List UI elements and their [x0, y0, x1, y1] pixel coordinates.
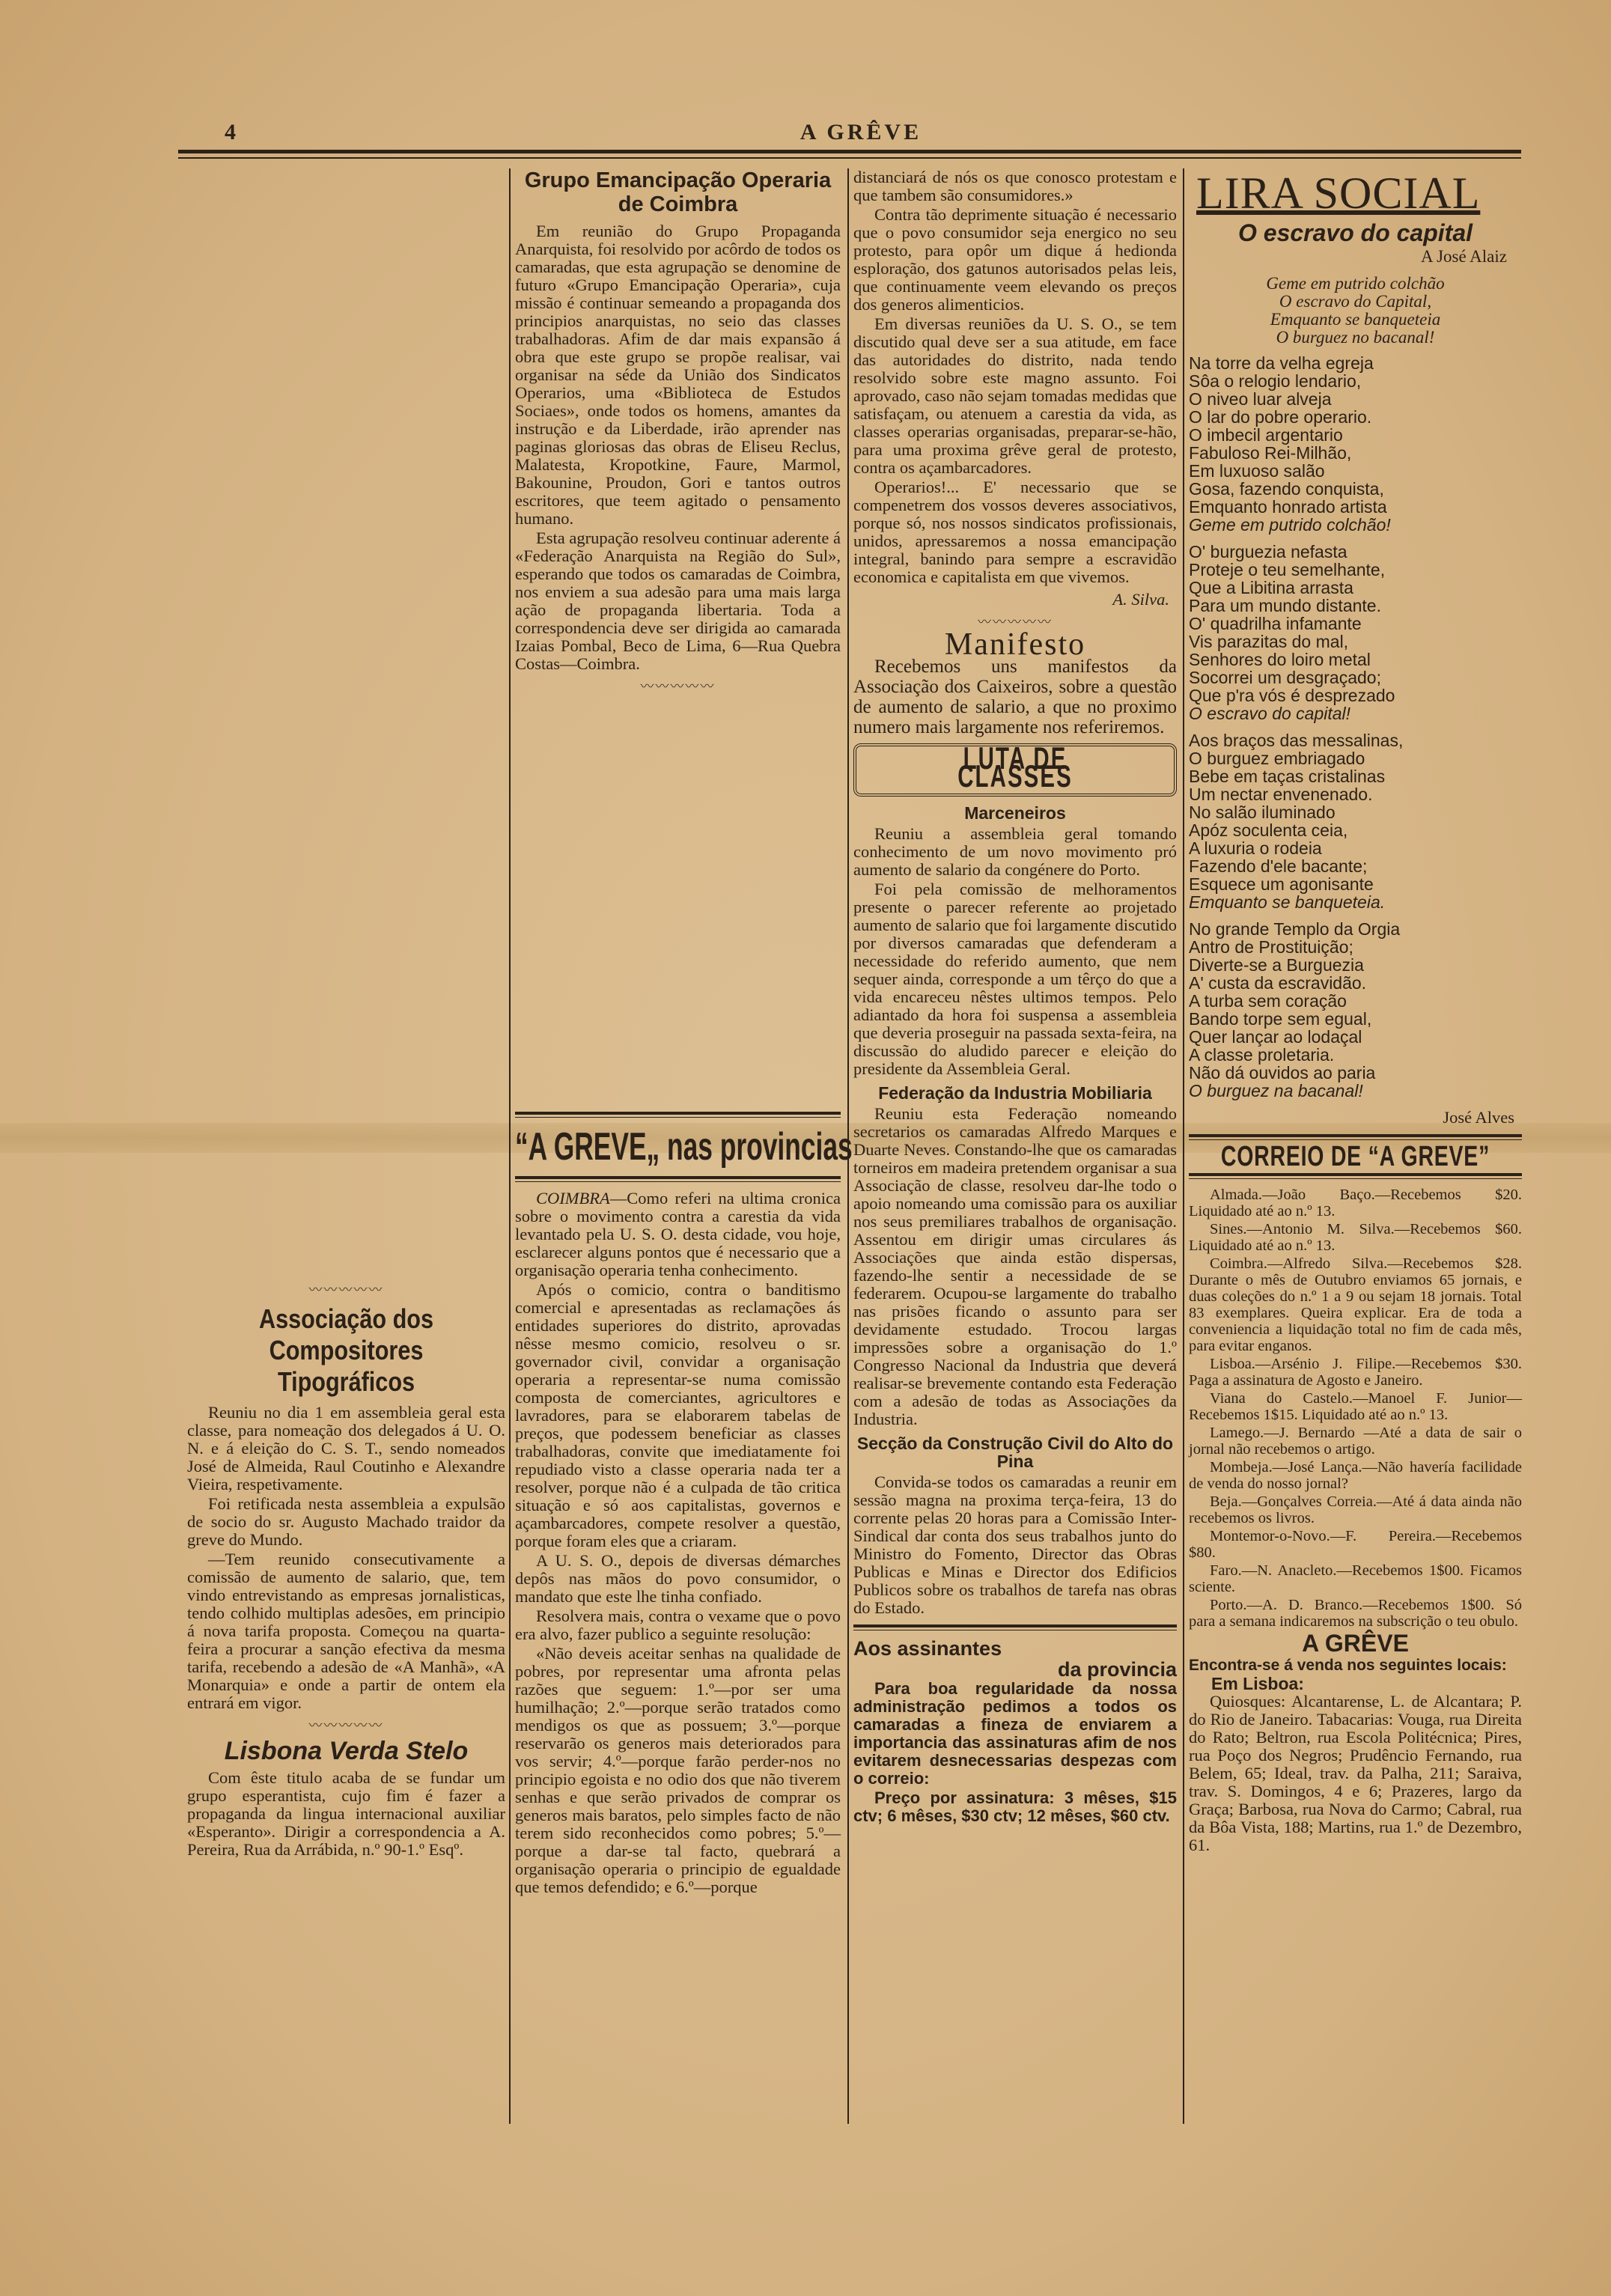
verse: Senhores do loiro metal	[1189, 650, 1371, 669]
correio-entry: Porto.—A. D. Branco.—Recebemos 1$00. Só para a semana indicaremos na subscrição o teu obulo.	[1189, 1597, 1522, 1630]
verse: Emquanto honrado artista	[1189, 497, 1387, 517]
verse: Esquece um agonisante	[1189, 874, 1374, 894]
verse: A turba sem coração	[1189, 991, 1347, 1011]
verse: Diverte-se a Burguezia	[1189, 955, 1364, 975]
paragraph: Esta agrupação resolveu continuar aderente á «Federação Anarquista na Região do Sul», esperando que todos os camaradas de Coimbra, nos enviem a sua adesão para uma mais larga ação de propaganda libertaria. Toda a correspondencia deve ser dirigida ao camarada Izaias Pombal, Beco de Lima, 6—Rua Quebra Costas—Coimbra.	[515, 529, 841, 673]
verse: Antro de Prostituição;	[1189, 937, 1353, 957]
prices: Preço por assinatura: 3 mêses, $15 ctv; 6 mêses, $30 ctv; 12 mêses, $60 ctv.	[853, 1788, 1177, 1825]
article-title: Lisbona Verda Stelo	[224, 1737, 469, 1765]
correio-entry: Montemor-o-Novo.—F. Pereira.—Recebemos $80.	[1189, 1528, 1522, 1561]
verse: O burguez no bacanal!	[1276, 328, 1435, 347]
correio-entry: Coimbra.—Alfredo Silva.—Recebemos $28. Durante o mês de Outubro enviamos 65 jornais, e duas coleções do n.º 1 a 9 ou sejam 18 jornais. Total 83 exemplares. Queira explicar. Era de toda a conveniencia a liquidação total no fim de cada mês, para evitar enganos.	[1189, 1255, 1522, 1354]
paragraph: Recebemos uns manifestos da Associação dos Caixeiros, sobre a questão de aumento de salario, a que no proximo numero mais largamente nos referiremos.	[853, 657, 1177, 737]
verse: Geme em putrido colchão!	[1189, 515, 1391, 535]
verse: A luxuria o rodeia	[1189, 838, 1322, 858]
paragraph: Resolvera mais, contra o vexame que o povo era alvo, fazer publico a seguinte resolução:	[515, 1607, 841, 1643]
blank-space	[187, 168, 505, 1276]
article-title: Secção da Construção Civil do Alto do Pina	[856, 1434, 1174, 1471]
paragraph: Reuniu no dia 1 em assembleia geral esta classe, para nomeação dos delegados á U. O. N. e á eleição do C. S. T., sendo nomeados José de Almeida, Raul Coutinho e Alexandre Vieira, respetivamente.	[187, 1403, 505, 1493]
stanza	[1189, 920, 1522, 1100]
verse: Aos braços das messalinas,	[1189, 731, 1404, 750]
verse: O' quadrilha infamante	[1189, 614, 1362, 633]
paragraph: «Não deveis aceitar senhas na qualidade de pobres, por representar uma afronta pelas razões que seguem: 1.º—por ser uma humilhação; 2.º—porque serão tratados como mendigos os que as possuem; 3.º—porque reservarão os generos mais deteriorados para vos servir; 4.º—porque farão perder-nos no principio egoista e no odio dos que não tiverem senhas e que serão privados de comprar os generos mais baratos, pelo simples facto de não terem sido reconhecidos como pobres; 5.º—porque a dar-se tal facto, quebrará a organisação operaria o principio de egualdade que temos defendido; e 6.º—porque	[515, 1644, 841, 1896]
section-title: LIRA SOCIAL	[1196, 168, 1481, 218]
verse: Apóz soculenta ceia,	[1189, 820, 1348, 840]
article-title: Aos assinantes	[853, 1637, 1002, 1660]
section-title: “A GREVE„ nas provincias	[515, 1125, 853, 1169]
verse: A' custa da escravidão.	[1189, 973, 1367, 993]
stanza	[1189, 731, 1522, 911]
verse: Emquanto se banqueteia.	[1189, 892, 1386, 912]
verse: Na torre da velha egreja	[1189, 353, 1374, 373]
paragraph: Reuniu a assembleia geral tomando conhecimento de um novo movimento pró aumento de salario da congénere do Porto.	[853, 824, 1177, 879]
verse: Em luxuoso salão	[1189, 461, 1325, 481]
city-heading: Em Lisboa:	[1211, 1674, 1304, 1693]
column-divider	[1183, 168, 1184, 2124]
correio-entry: Almada.—João Baço.—Recebemos $20. Liquidado até ao n.º 13.	[1189, 1187, 1522, 1219]
column-4	[1189, 168, 1522, 1856]
section-rule	[515, 1112, 841, 1118]
article-title: Federação da Industria Mobiliaria	[878, 1083, 1152, 1103]
newspaper-title: A GRÊVE	[800, 120, 922, 144]
verse: Fabuloso Rei-Milhão,	[1189, 443, 1352, 463]
column-1	[187, 168, 505, 1860]
section-rule	[1189, 1134, 1522, 1140]
verse: O' burguezia nefasta	[1189, 542, 1347, 561]
paragraph: A U. S. O., depois de diversas démarches depôs nas mãos do povo consumidor, o mandato que este lhe tinha confiado.	[515, 1551, 841, 1606]
section-subtitle: Encontra-se á venda nos seguintes locais:	[1189, 1657, 1507, 1674]
verse: Quer lançar ao lodaçal	[1189, 1027, 1362, 1047]
article-title: Marceneiros	[964, 803, 1066, 823]
paragraph	[515, 1190, 841, 1279]
ornament: 〰〰〰〰〰	[308, 1718, 384, 1733]
verse: Vis parazitas do mal,	[1189, 632, 1349, 651]
section-rule	[515, 1176, 841, 1182]
verse: O imbecil argentario	[1189, 425, 1343, 445]
verse: Gosa, fazendo conquista,	[1189, 479, 1384, 499]
column-divider	[509, 168, 511, 2124]
verse: No grande Templo da Orgia	[1189, 919, 1401, 939]
city-name: COIMBRA	[536, 1189, 610, 1208]
article-title: Manifesto	[944, 627, 1086, 662]
poem-signature: José Alves	[1443, 1108, 1514, 1127]
correio-entry: Beja.—Gonçalves Correia.—Até á data ainda não recebemos os livros.	[1189, 1493, 1522, 1526]
verse: O escravo do Capital,	[1279, 292, 1432, 311]
paragraph: Convida-se todos os camaradas a reunir em sessão magna na proxima terça-feira, 13 do corrente pelas 20 horas para a Comissão Inter-Sindical dar conta dos seus trabalhos junto do Ministro do Fomento, Director das Obras Publicas e Minas e Director dos Edificios Publicos sobre os trabalhos de tarefa nas obras do Estado.	[853, 1473, 1177, 1617]
verse: Bebe em taças cristalinas	[1189, 767, 1386, 786]
ornament: 〰〰〰〰〰	[308, 1282, 384, 1297]
header-rule	[178, 150, 1521, 153]
verse: Um nectar envenenado.	[1189, 785, 1373, 804]
correio-entry: Lamego.—J. Bernardo —Até a data de sair o jornal não recebemos o artigo.	[1189, 1425, 1522, 1458]
poem-dedication: A José Alaiz	[1421, 247, 1507, 266]
verse: Que p'ra vós é desprezado	[1189, 686, 1395, 705]
verse: O burguez na bacanal!	[1189, 1081, 1363, 1100]
section-title: CORREIO DE “A GREVE”	[1220, 1141, 1490, 1172]
verse: Emquanto se banqueteia	[1270, 310, 1441, 329]
paragraph: distanciará de nós os que conosco protestam e que tambem são consumidores.»	[853, 168, 1177, 204]
paragraph: Com êste titulo acaba de se fundar um grupo esperantista, cujo fim é fazer a propaganda da lingua internacional auxiliar «Esperanto». Dirigir a correspondencia a A. Pereira, Rua da Arrábida, n.º 90-1.º Esqº.	[187, 1768, 505, 1859]
paragraph: Em diversas reuniões da U. S. O., se tem discutido qual deve ser a sua atitude, em face das autoridades do distrito, nada tendo resolvido sobre este magno assunto. Foi aprovado, caso não sejam tomadas medidas que satisfaçam, ou atenuem a carestia da vida, as classes operarias organisadas, preparar-se-hão, para uma proxima grêve geral de protesto, contra os açambarcadores.	[853, 314, 1177, 477]
verse: Que a Libitina arrasta	[1189, 578, 1353, 597]
page-number: 4	[225, 120, 236, 144]
paragraph: Após o comicio, contra o banditismo comercial e apresentadas as reclamações ás entidades superiores do distrito, aprovadas nêsse mesmo comicio, resolveu o sr. governador civil, convidar a organisação operaria a representar-se numa comissão composta de comerciantes, agricultores e lavradores, para se elaborarem tabelas de preços, que podessem beneficiar as classes trabalhadoras, convite que imediatamente foi repudiado visto a classe operaria nada ter a resolver, porque não é a culpada de tão critica situação e só aos capitalistas, governos e açambarcadores, compete resolver a questão, porque foram eles que a criaram.	[515, 1280, 841, 1550]
poem-title: O escravo do capital	[1237, 219, 1473, 246]
column-3	[853, 168, 1177, 1827]
ornament: 〰〰〰〰〰	[978, 615, 1053, 630]
verse: Proteje o teu semelhante,	[1189, 560, 1386, 579]
correio-entry: Viana do Castelo.—Manoel F. Junior—Recebemos 1$15. Liquidado até ao n.º 13.	[1189, 1390, 1522, 1423]
verse: Para um mundo distante.	[1189, 596, 1381, 615]
blank-space	[515, 700, 841, 1104]
section-title: LUTA DE CLASSES	[957, 740, 1073, 794]
correio-entry: Lisboa.—Arsénio J. Filipe.—Recebemos $30. Paga a assinatura de Agosto e Janeiro.	[1189, 1356, 1522, 1389]
verse: Sôa o relogio lendario,	[1189, 371, 1362, 391]
verse: A classe proletaria.	[1189, 1045, 1335, 1065]
paragraph: Reuniu esta Federação nomeando secretarios os camaradas Alfredo Marques e Duarte Neves. Constando-lhe que os camaradas torneiros em madeira pretendem organisar a sua Associação de classe, resolveu dar-lhe todo o apoio nomeando uma comissão para os auxiliar nos seus premiliares trabalhos de organisação. Assentou em dirigir umas circulares ás Associações que ainda estão dispersas, fazendo-lhe sentir a necessidade de se federarem. Ocupou-se largamente do trabalho nas prisões ficando o assunto para ser devidamente estudado. Trocou largas impressões sobre a organisação do 1.º Congresso Nacional da Industria que deverá realisar-se brevemente contando esta Federação com a adesão de todas as Associações da Industria.	[853, 1104, 1177, 1428]
section-rule	[853, 1624, 1177, 1630]
verse: Bando torpe sem egual,	[1189, 1009, 1372, 1029]
signature: A. Silva.	[1112, 590, 1169, 609]
section-banner	[853, 740, 1177, 797]
verse: Fazendo d'ele bacante;	[1189, 856, 1368, 876]
section-title: A GRÊVE	[1302, 1630, 1409, 1657]
paragraph: Foi pela comissão de melhoramentos presente o parecer referente ao projetado aumento de salario que foi largamente discutido por diversos camaradas que defenderam a necessidade do referido aumento, que nem sequer ainda, corresponde a um têrço do que a vida encareceu nêstes ultimos tempos. Pelo adiantado da hora foi suspensa a assembleia que deveria proseguir na passada sexta-feira, na discussão do aludido parecer e eleição do presidente da Assembleia Geral.	[853, 880, 1177, 1078]
verse: No salão iluminado	[1189, 803, 1336, 822]
correio-entry: Sines.—Antonio M. Silva.—Recebemos $60. Liquidado até ao n.º 13.	[1189, 1221, 1522, 1254]
verse: O lar do pobre operario.	[1189, 407, 1372, 427]
verse: O escravo do capital!	[1189, 704, 1351, 723]
paragraph-text: —Como referi na ultima cronica sobre o movimento contra a carestia da vida levantado pela U. S. O. desta cidade, vou hoje, esclarecer alguns pontos que é necessario que a organisação operaria tenha conhecimento.	[515, 1189, 841, 1279]
section-rule	[1189, 1173, 1522, 1179]
verse: Não dá ouvidos ao paria	[1189, 1063, 1376, 1082]
verse: O niveo luar alveja	[1189, 389, 1332, 409]
ornament: 〰〰〰〰〰	[640, 679, 716, 694]
paragraph: Foi retificada nesta assembleia a expulsão de socio do sr. Augusto Machado traidor da greve do Mundo.	[187, 1494, 505, 1549]
paragraph: Contra tão deprimente situação é necessario que o povo consumidor seja energico no seu protesto, para opôr um dique á hedionda esploração, dos gatunos autorisados pelas leis, que continuamente veem elevando os preços dos generos alimenticios.	[853, 205, 1177, 314]
paragraph: —Tem reunido consecutivamente a comissão de aumento de salario, que, tem vindo entrevistando as empresas jornalisticas, tendo colhido multiplas adesões, em principio á nova tarifa proposta. Começou na quarta-feira a procurar a sanção efectiva da mesma tarifa, recebendo a adesão de «A Manhã», «A Monarquia» e onde a partir de ontem ela entrará em vigor.	[187, 1550, 505, 1712]
stanza	[1189, 543, 1522, 722]
paragraph: Em reunião do Grupo Propaganda Anarquista, foi resolvido por acôrdo de todos os camaradas, que esta agrupação se denomine de futuro «Grupo Emancipação Operaria», cuja missão é continuar semeando a propaganda dos principios anarquistas, no seio das classes trabalhadoras. Afim de dar mais expansão á obra que este grupo se propõe realisar, vai organisar na séde da União dos Sindicatos Operarios, uma «Biblioteca de Estudos Sociaes», onde todos os homens, amantes da instrução e da Liberdade, irão aprender nas paginas gloriosas das obras de Eliseu Reclus, Malatesta, Kropotkine, Faure, Marmol, Bakounine, Proudon, Gori e tantos outros escritores, que teem agitado o pensamento humano.	[515, 222, 841, 528]
verse: Socorrei um desgraçado;	[1189, 668, 1381, 687]
column-2	[515, 168, 853, 1898]
header-rule-thin	[178, 157, 1521, 159]
paragraph: Quiosques: Alcantarense, L. de Alcantara; P. do Rio de Janeiro. Tabacarias: Vouga, rua Direita do Rato; Beltron, rua Escola Politécnica; Pires, rua Poço dos Negros; Prudêncio Fernando, rua Belem, 65; Ideal, trav. da Palha, 211; Saraiva, trav. S. Domingos, 4 e 6; Prazeres, largo da Graça; Barbosa, rua Nova do Carmo; Cabral, rua da Bôa Vista, 188; Martins, rua 1.º de Dezembro, 61.	[1189, 1692, 1522, 1854]
paragraph: Para boa regularidade da nossa administração pedimos a todos os camaradas a fineza de enviarem a importancia das assinaturas afim de nos evitarem desnecessarias despezas com o correio:	[853, 1679, 1177, 1788]
correio-list	[1189, 1187, 1522, 1630]
article-title: Grupo Emancipação Operaria de Coimbra	[524, 168, 832, 216]
verse: Geme em putrido colchão	[1266, 274, 1445, 293]
article-subtitle: da provincia	[1057, 1658, 1177, 1681]
stanza	[1189, 354, 1522, 534]
paragraph: Operarios!... E' necessario que se compenetrem dos vossos deveres associativos, porque só, nos nossos sindicatos profissionais, unidos, apressaremos a nossa emancipação integral, banindo para sempre a escravidão economica e capitalista em que vivemos.	[853, 478, 1177, 586]
verse: O burguez embriagado	[1189, 749, 1365, 768]
correio-entry: Mombeja.—José Lança.—Não havería facilidade de venda do nosso jornal?	[1189, 1459, 1522, 1492]
correio-entry: Faro.—N. Anacleto.—Recebemos 1$00. Ficamos sciente.	[1189, 1562, 1522, 1595]
article-title: Associação dos Compositores Tipográficos	[258, 1303, 434, 1397]
epigraph	[1189, 275, 1522, 347]
